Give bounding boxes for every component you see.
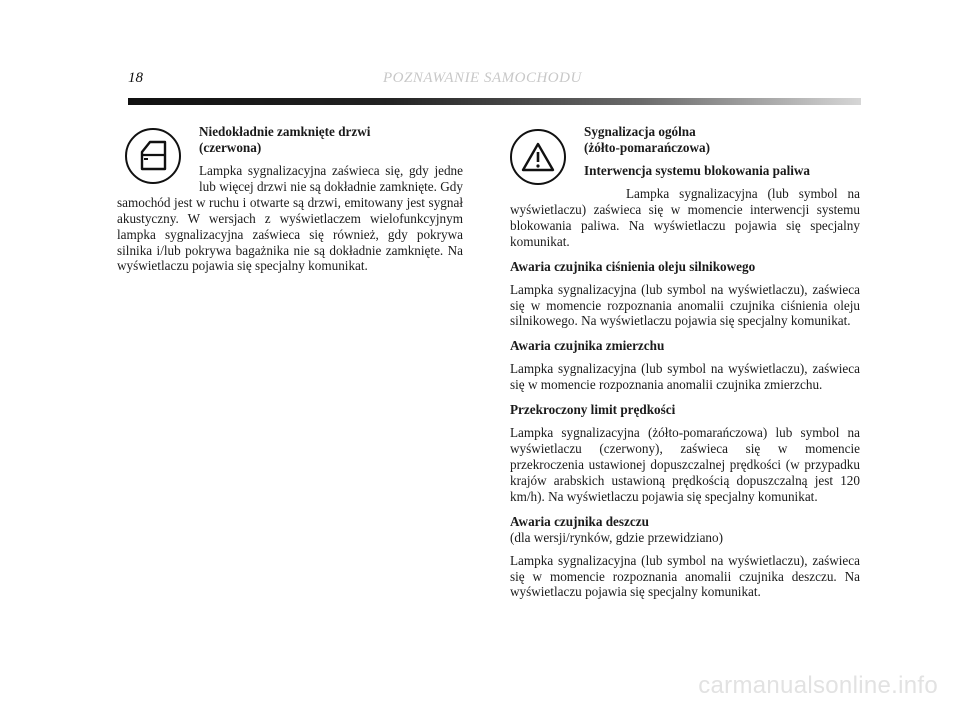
general-heading: Sygnalizacja ogólna [584,124,696,139]
left-column [117,124,463,274]
right-column [510,124,860,600]
rain-sensor-subtitle: (dla wersji/rynków, gdzie przewidziano) [510,529,723,545]
door-heading-color: (czerwona) [199,140,262,155]
speed-limit-heading: Przekroczony limit prędkości [510,402,676,418]
dusk-sensor-body: Lampka sygnalizacyjna (lub symbol na wyświetlaczu), zaświeca się w momencie rozpoznania anomalii czujnika zmierzchu. [510,361,860,393]
warning-triangle-icon [510,129,566,185]
fuel-block-body: Lampka sygnalizacyjna (lub symbol na wyświetlaczu) zaświeca się w momencie interwencji systemu blokowania paliwa. Na wyświetlaczu pojawia się specjalny komunikat. [510,186,860,249]
page-number: 18 [128,70,143,86]
rain-sensor-heading: Awaria czujnika deszczu [510,513,649,529]
rain-sensor-body: Lampka sygnalizacyjna (lub symbol na wyświetlaczu), zaświeca się w momencie rozpoznania anomalii czujnika deszczu. Na wyświetlaczu pojawia się specjalny komunikat. [510,552,860,600]
door-open-icon [125,128,181,184]
oil-sensor-heading: Awaria czujnika ciśnienia oleju silnikowego [510,258,756,274]
fuel-block-heading: Interwencja systemu blokowania paliwa [584,163,811,178]
oil-sensor-body: Lampka sygnalizacyjna (lub symbol na wyświetlaczu), zaświeca się w momencie rozpoznania anomalii czujnika ciśnienia oleju silnikowego. Na wyświetlaczu pojawia się specjalny komunikat. [510,281,860,329]
section-title: POZNAWANIE SAMOCHODU [383,70,582,86]
door-body: Lampka sygnalizacyjna zaświeca się, gdy jedne lub więcej drzwi nie są dokładnie zamknięte. Gdy samochód jest w ruchu i otwarte są drzwi, emitowany jest sygnał akustyczny. W wersjach z wyświetlaczem wielofunkcyjnym lampka sygnalizacyjna zaświeca się również, gdy pokrywa silnika i/lub pokrywa bagażnika nie są dokładnie zamknięte. Na wyświetlaczu pojawia się specjalny komunikat. [117,163,463,274]
door-heading: Niedokładnie zamknięte drzwi [199,124,371,139]
speed-limit-body: Lampka sygnalizacyjna (żółto-pomarańczowa) lub symbol na wyświetlaczu (czerwony), zaświeca się w momencie przekroczenia ustawionej dopuszczalnej prędkości (w przypadku krajów arabskich ustawioną prędkością dopuszczalną jest 120 km/h). Na wyświetlaczu pojawia się specjalny komunikat. [510,425,860,504]
dusk-sensor-heading: Awaria czujnika zmierzchu [510,338,665,354]
header-rule [128,98,861,105]
general-heading-color: (żółto-pomarańczowa) [584,140,710,155]
watermark: carmanualsonline.info [698,672,938,699]
